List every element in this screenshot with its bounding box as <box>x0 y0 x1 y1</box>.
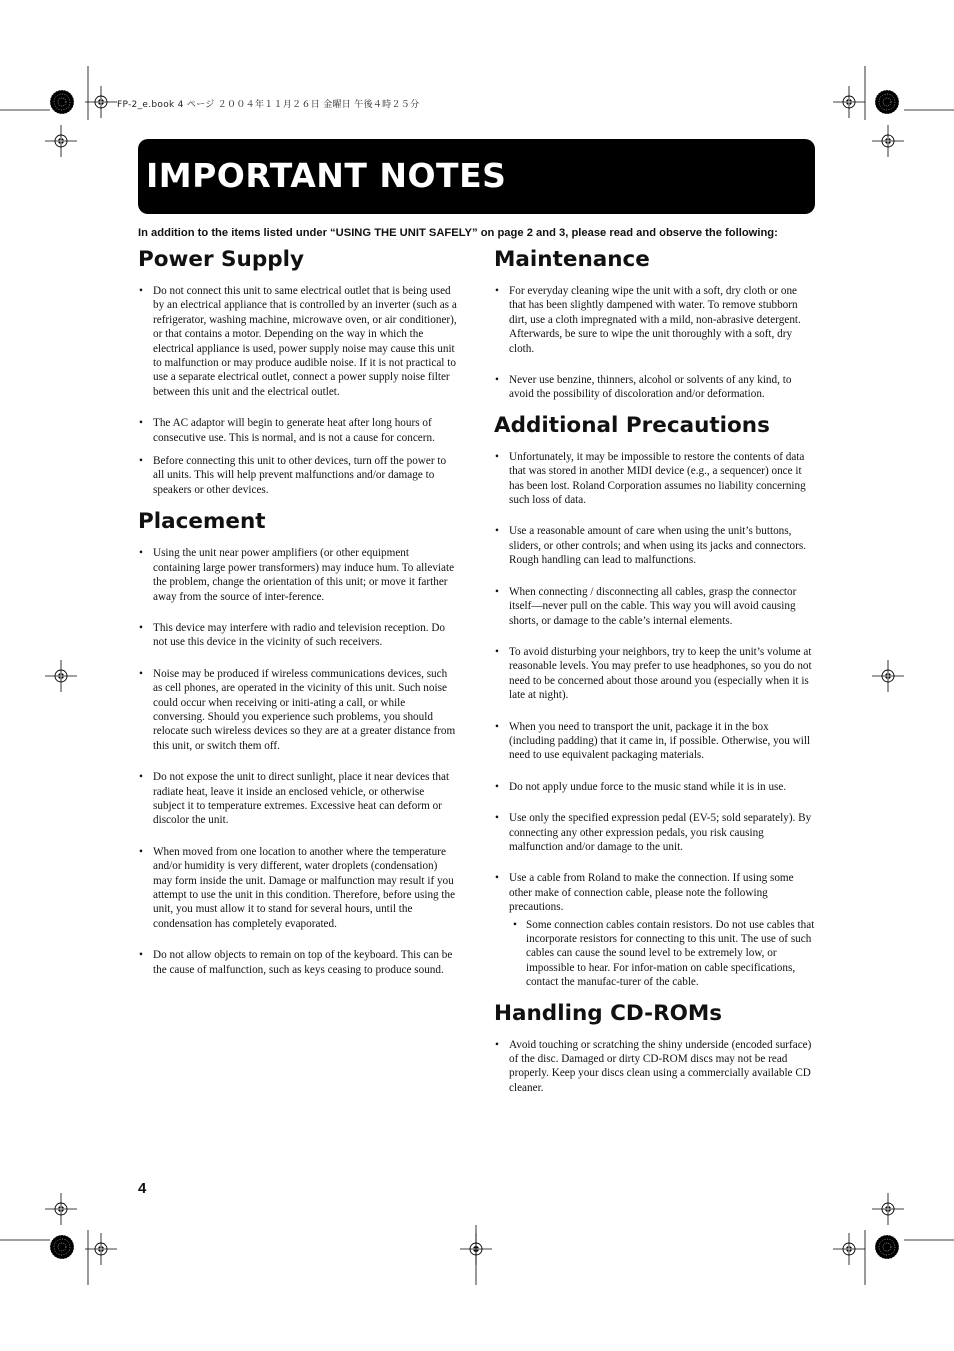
list-item: • For everyday cleaning wipe the unit with a soft, dry cloth or one that has been slightly dampened with water. To remove stubborn dirt, use a cloth impregnated with a mild, non-abrasive detergent. Afterwards, be sure to wipe the unit thoroughly with a soft, dry cloth. <box>494 284 816 356</box>
list-item: • When connecting / disconnecting all cables, grasp the connector itself—never pull on the cable. This way you will avoid causing shorts, or damage to the cable’s internal elements. <box>494 585 816 628</box>
list-item: • To avoid disturbing your neighbors, try to keep the unit’s volume at reasonable levels. You may prefer to use headphones, so you do not need to be concerned about those around you (especially when it is late at night). <box>494 645 816 703</box>
list-item: • Do not connect this unit to same electrical outlet that is being used by an electrical appliance that is controlled by an inverter (such as a refrigerator, washing machine, microwave oven, or air conditioner), or that contains a motor. Depending on the way in which the electrical appliance is used, power supply noise may cause this unit to malfunction or may produce audible noise. If it is not practical to use a separate electrical outlet, connect a power supply noise filter between this unit and the electrical outlet. <box>138 284 458 399</box>
list-item: • This device may interfere with radio and television reception. Do not use this device in the vicinity of such receivers. <box>138 621 458 650</box>
list-item: • Do not expose the unit to direct sunlight, place it near devices that radiate heat, leave it inside an enclosed vehicle, or otherwise subject it to temperature extremes. Excessive heat can deform or discolor the unit. <box>138 770 458 828</box>
heading-additional-precautions: Additional Precautions <box>494 412 770 438</box>
sub-list-item: • Some connection cables contain resistors. Do not use cables that incorporate resistors for connecting to this unit. The use of such cables can cause the sound level to be extremely low, or impossible to hear. For infor-mation on cable specifications, contact the manufac-turer of the cable. <box>509 918 816 990</box>
list-item: • Before connecting this unit to other devices, turn off the power to all units. This will help prevent malfunctions and/or damage to speakers or other devices. <box>138 454 458 497</box>
additional-precautions-list <box>494 450 816 990</box>
intro-text: In addition to the items listed under “USING THE UNIT SAFELY” on page 2 and 3, please read and observe the following: <box>138 227 778 239</box>
cd-roms-list <box>494 1038 816 1096</box>
list-item: • Never use benzine, thinners, alcohol or solvents of any kind, to avoid the possibility of discoloration and/or deformation. <box>494 373 816 402</box>
heading-maintenance: Maintenance <box>494 247 650 272</box>
list-item: • When you need to transport the unit, package it in the box (including padding) that it came in, if possible. Otherwise, you will need to use equivalent packaging materials. <box>494 720 816 763</box>
list-item: • Using the unit near power amplifiers (or other equipment containing large power transformers) may induce hum. To alleviate the problem, change the orientation of this unit; or move it farther away from the source of inter-ference. <box>138 546 458 604</box>
placement-list <box>138 546 458 977</box>
list-item <box>494 871 816 989</box>
maintenance-list <box>494 284 816 402</box>
list-item-text: Use a cable from Roland to make the connection. If using some other make of connection cable, please note the following precautions. <box>509 872 794 914</box>
list-item: • Use only the specified expression pedal (EV-5; sold separately). By connecting any other expression pedals, you risk causing malfunction and/or damage to the unit. <box>494 811 816 854</box>
left-column <box>138 246 458 994</box>
print-header-meta: FP-2_e.book 4 ページ ２００４年１１月２６日 金曜日 午後４時２５分 <box>117 100 420 110</box>
heading-handling-cd-roms: Handling CD-ROMs <box>494 1000 723 1026</box>
heading-placement: Placement <box>138 509 266 535</box>
list-item: • Noise may be produced if wireless communications devices, such as cell phones, are operated in the vicinity of this unit. Such noise could occur when receiving or initi-ating a call, or while conversing. Should you experience such problems, you should relocate such wireless devices so they are at a greater distance from this unit, or switch them off. <box>138 667 458 753</box>
heading-power-supply: Power Supply <box>138 247 305 272</box>
power-supply-list <box>138 284 458 497</box>
page-number: 4 <box>138 1180 147 1197</box>
list-item: • When moved from one location to another where the temperature and/or humidity is very different, water droplets (condensation) may form inside the unit. Damage or malfunction may result if you attempt to use the unit in this condition. Therefore, before using the unit, you must allow it to stand for several hours, until the condensation has completely evaporated. <box>138 845 458 931</box>
list-item: • Use a reasonable amount of care when using the unit’s buttons, sliders, or other controls; and when using its jacks and connectors. Rough handling can lead to malfunctions. <box>494 524 816 567</box>
list-item: • Do not apply undue force to the music stand while it is in use. <box>494 780 816 794</box>
page-title: IMPORTANT NOTES <box>146 156 507 195</box>
title-bar <box>138 139 815 214</box>
sub-list <box>509 918 816 990</box>
list-item: • The AC adaptor will begin to generate heat after long hours of consecutive use. This is normal, and is not a cause for concern. <box>138 416 458 445</box>
list-item: • Unfortunately, it may be impossible to restore the contents of data that was stored in another MIDI device (e.g., a sequencer) once it has been lost. Roland Corporation assumes no liability concerning such loss of data. <box>494 450 816 508</box>
list-item: • Avoid touching or scratching the shiny underside (encoded surface) of the disc. Damaged or dirty CD-ROM discs may not be read properly. Keep your discs clean using a commercially available CD cleaner. <box>494 1038 816 1096</box>
right-column <box>494 246 816 1112</box>
list-item: • Do not allow objects to remain on top of the keyboard. This can be the cause of malfunction, such as keys ceasing to produce sound. <box>138 948 458 977</box>
